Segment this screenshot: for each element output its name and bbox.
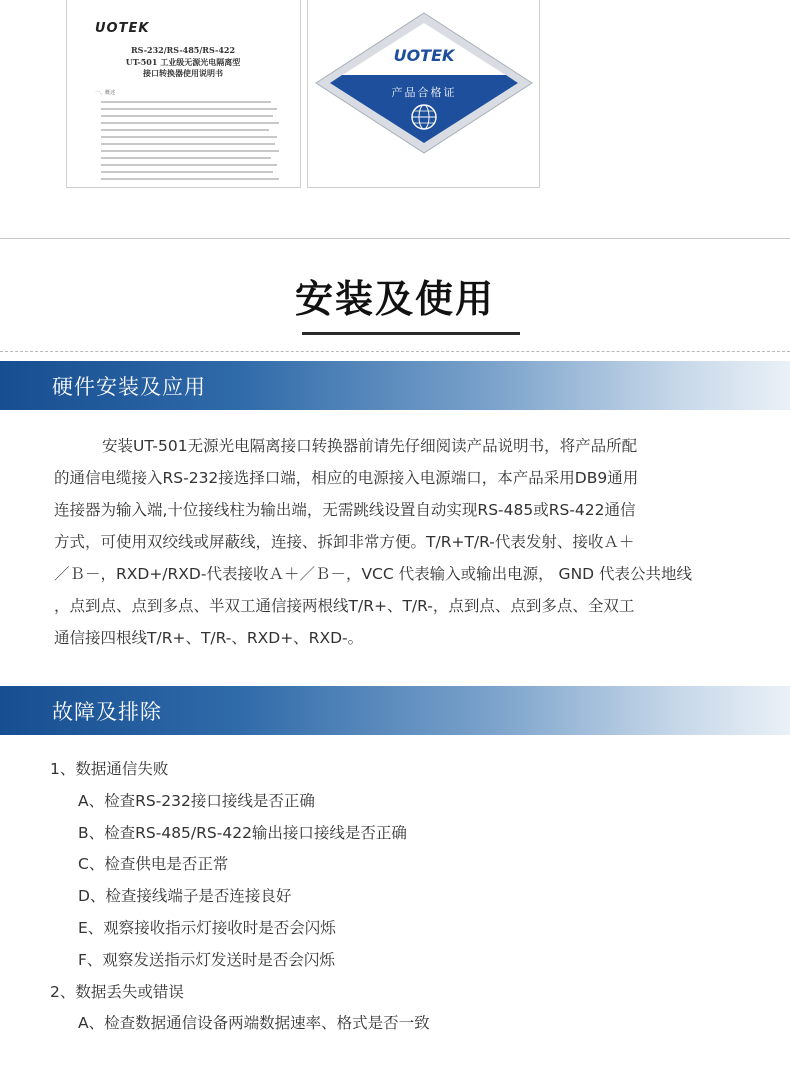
page-title: 安装及使用 xyxy=(294,277,495,321)
hardware-section-title: 硬件安装及应用 xyxy=(52,375,206,399)
list-item: 1、数据通信失败 xyxy=(50,760,169,778)
troubleshooting-section-title: 故障及排除 xyxy=(52,700,162,724)
manual-logo: UOTEK xyxy=(95,21,150,36)
paragraph-line: 方式，可使用双绞线或屏蔽线，连接、拆卸非常方便。T/R+T/R-代表发射、接收Ａ＋ xyxy=(54,533,635,551)
manual-title-line2: UT-501 工业级无源光电隔离型 xyxy=(125,57,241,67)
dashed-divider xyxy=(0,351,790,352)
certificate-label: 产品合格证 xyxy=(391,86,457,99)
manual-photo xyxy=(66,0,301,188)
manual-section-heading: 一、概述 xyxy=(95,90,116,96)
paragraph-line: 通信接四根线T/R+、T/R-、RXD+、RXD-。 xyxy=(54,629,364,647)
certificate-tag xyxy=(308,0,540,188)
manual-title-line3: 接口转换器使用说明书 xyxy=(143,68,223,78)
troubleshooting-section-bar xyxy=(0,686,790,735)
paragraph-line: 安装UT-501无源光电隔离接口转换器前请先仔细阅读产品说明书，将产品所配 xyxy=(102,437,638,455)
paragraph-line: 连接器为输入端,十位接线柱为输出端，无需跳线设置自动实现RS-485或RS-422通信 xyxy=(54,501,636,519)
title-underline xyxy=(302,332,520,335)
list-item: F、观察发送指示灯发送时是否会闪烁 xyxy=(78,950,335,969)
list-item: A、检查RS-232接口接线是否正确 xyxy=(78,791,315,810)
hardware-section-bar xyxy=(0,361,790,410)
list-item: D、检查接线端子是否连接良好 xyxy=(78,887,292,906)
manual-cover xyxy=(77,0,289,188)
troubleshooting-list xyxy=(50,754,750,1040)
certificate-photo xyxy=(307,0,540,188)
list-item: 2、数据丢失或错误 xyxy=(50,982,184,1001)
paragraph-line: ，点到点、点到多点、半双工通信接两根线T/R+、T/R-，点到点、点到多点、全双工 xyxy=(54,597,635,615)
paragraph-line: ／Ｂ－，RXD+/RXD-代表接收Ａ＋／Ｂ－，VCC 代表输入或输出电源， GND 代表公共地线 xyxy=(54,565,693,583)
top-divider xyxy=(0,238,790,239)
certificate-logo: UOTEK xyxy=(393,46,455,65)
hardware-paragraph xyxy=(54,430,759,654)
list-item: A、检查数据通信设备两端数据速率、格式是否一致 xyxy=(78,1014,430,1033)
list-item: E、观察接收指示灯接收时是否会闪烁 xyxy=(78,918,336,937)
paragraph-line: 的通信电缆接入RS-232接选择口端，相应的电源接入电源端口，本产品采用DB9通用 xyxy=(54,469,639,487)
list-item: C、检查供电是否正常 xyxy=(78,855,229,874)
list-item: B、检查RS-485/RS-422输出接口接线是否正确 xyxy=(78,823,407,842)
manual-title-line1: RS-232/RS-485/RS-422 xyxy=(130,45,236,55)
